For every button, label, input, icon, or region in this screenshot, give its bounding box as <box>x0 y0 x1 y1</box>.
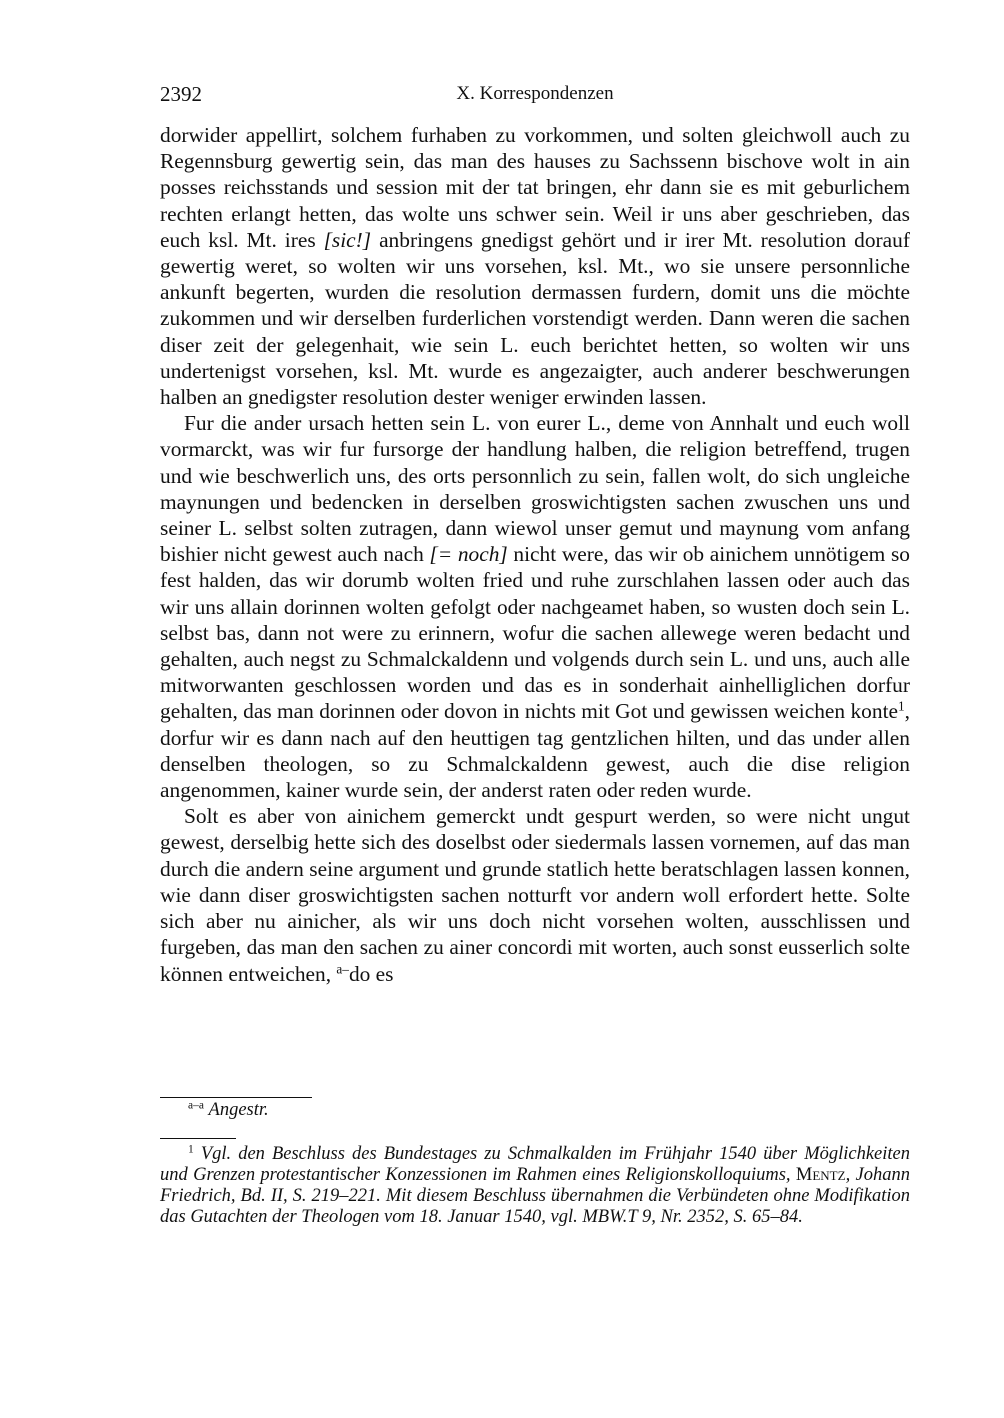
text-run: , dorfur wir es dann nach auf den heuttigen tag gentzlichen hilten, und das under allen denselben theologen, so zu Schmalckaldenn gewest, auch die dise religion angenommen, kainer wurde sein, der anderst raten oder reden wurde. <box>160 699 910 803</box>
footnote-author: Mentz <box>795 1165 846 1185</box>
footnote-1 <box>160 1144 910 1228</box>
footnote-text: , Johann Friedrich, Bd. II, S. 219–221. Mit diesem Beschluss übernahmen die Verbündeten ohne Modifikation das Gutachten der Theologen vom 18. Januar 1540, vgl. MBW.T 9, Nr. 2352, S. 65–84. <box>160 1165 910 1227</box>
text-run: dorwider appellirt, solchem furhaben zu vorkommen, und solten gleichwoll auch zu Regennsburg gewertig sein, das man des hauses zu Sachssenn bischove wolt in ain posses reichsstands und session mit der tat bringen, ehr dann sie es mit geburlichem rechten erlangt hetten, das wolte uns schwer sein. Weil ir uns aber geschrieben, das euch ksl. Mt. ires <box>160 123 910 252</box>
text-run: Fur die ander ursach hetten sein L. von eurer L., deme von Annhalt und euch woll vormarckt, was wir fur fursorge der handlung halben, die religion betreffend, trugen und wie beschwerlich uns, des orts personnlich zu sein, fallen wolt, do sich ungleiche maynungen und bedencken in derselben groswichtigsten sachen zwuschen uns und seiner L. selbst solten zutragen, dann wiewol unser gemut und maynung vom anfang bishier nicht gewest auch nach <box>160 411 910 567</box>
footnote-number: 1 <box>188 1143 194 1156</box>
footnote-rule-textual <box>160 1097 312 1098</box>
footnote-rule <box>160 1138 236 1139</box>
paragraph-2 <box>160 410 910 803</box>
textual-note-text: Angestr. <box>208 1100 269 1120</box>
page-number: 2392 <box>160 82 202 106</box>
paragraph-3 <box>160 803 910 986</box>
textual-note-label: a–a <box>188 1099 204 1112</box>
text-run: do es <box>348 961 394 986</box>
editorial-note-noch: [= noch] <box>429 542 508 567</box>
textual-note-a <box>160 1100 938 1121</box>
running-title: X. Korrespondenzen <box>456 83 614 104</box>
textual-note-marker-a[interactable]: a– <box>336 961 349 977</box>
text-run: Solt es aber von ainichem gemerckt undt gespurt werden, so were nicht ungut gewest, derselbig hette sich des doselbst oder siedermals lassen vornemen, auf das man durch die andern seine argument und grunde statlich hette beratschlagen lassen konnen, wie dann diser groswichtigsten sachen notturft vor andern woll erfordert hette. Solte sich aber nu ainicher, als wir uns doch nicht vorsehen wolten, ausschlissen und furgeben, das man den sachen zu ainer concordi mit worten, auch sonst eusserlich solte können entweichen, <box>160 804 910 986</box>
text-run: anbringens gnedigst gehört und ir irer Mt. resolution dorauf gewertig weret, so wolten wir uns vorsehen, ksl. Mt., wo sie unsere personnliche ankunft begerten, wurden die resolution dermassen furdern, domit uns die möchte zukommen und wir derselben furderlichen vorstendigt werden. Dann weren die sachen diser zeit der gelegenhait, wie sein L. euch berichtet hetten, so wolten wir uns undertenigst vorsehen, ksl. Mt. wurde es angezaigter, auch anderer beschwerungen halben an gnedigster resolution dester weniger erwinden lassen. <box>160 227 910 410</box>
footnote-text: Vgl. den Beschluss des Bundestages zu Schmalkalden im Frühjahr 1540 über Möglichkeiten und Grenzen protestantischer Konzessionen im Rahmen eines Religionskolloquiums, <box>160 1144 911 1185</box>
text-run: nicht were, das wir ob ainichem unnötigem so fest halden, das wir dorumb wolten fried und ruhe zurschlahen lassen oder auch das wir uns allain dorinnen wolten gefolgt oder nachgeamet haben, so wusten doch sein L. selbst bas, dann not were zu erinnern, wofur die sachen allewege weren bedacht und gehalten, auch negst zu Schmalckaldenn und volgends durch sein L. und uns, auch alle mitworwanten geschlossen worden und das es in sonderhait ainhelliglichen dorfur gehalten, das man dorinnen oder dovon in nichts mit Got und gewissen weichen konte <box>160 542 910 724</box>
footnote-reference-1[interactable]: 1 <box>898 699 905 715</box>
editorial-note-sic: [sic!] <box>323 227 372 252</box>
paragraph-1 <box>160 122 910 410</box>
main-text <box>160 122 910 987</box>
